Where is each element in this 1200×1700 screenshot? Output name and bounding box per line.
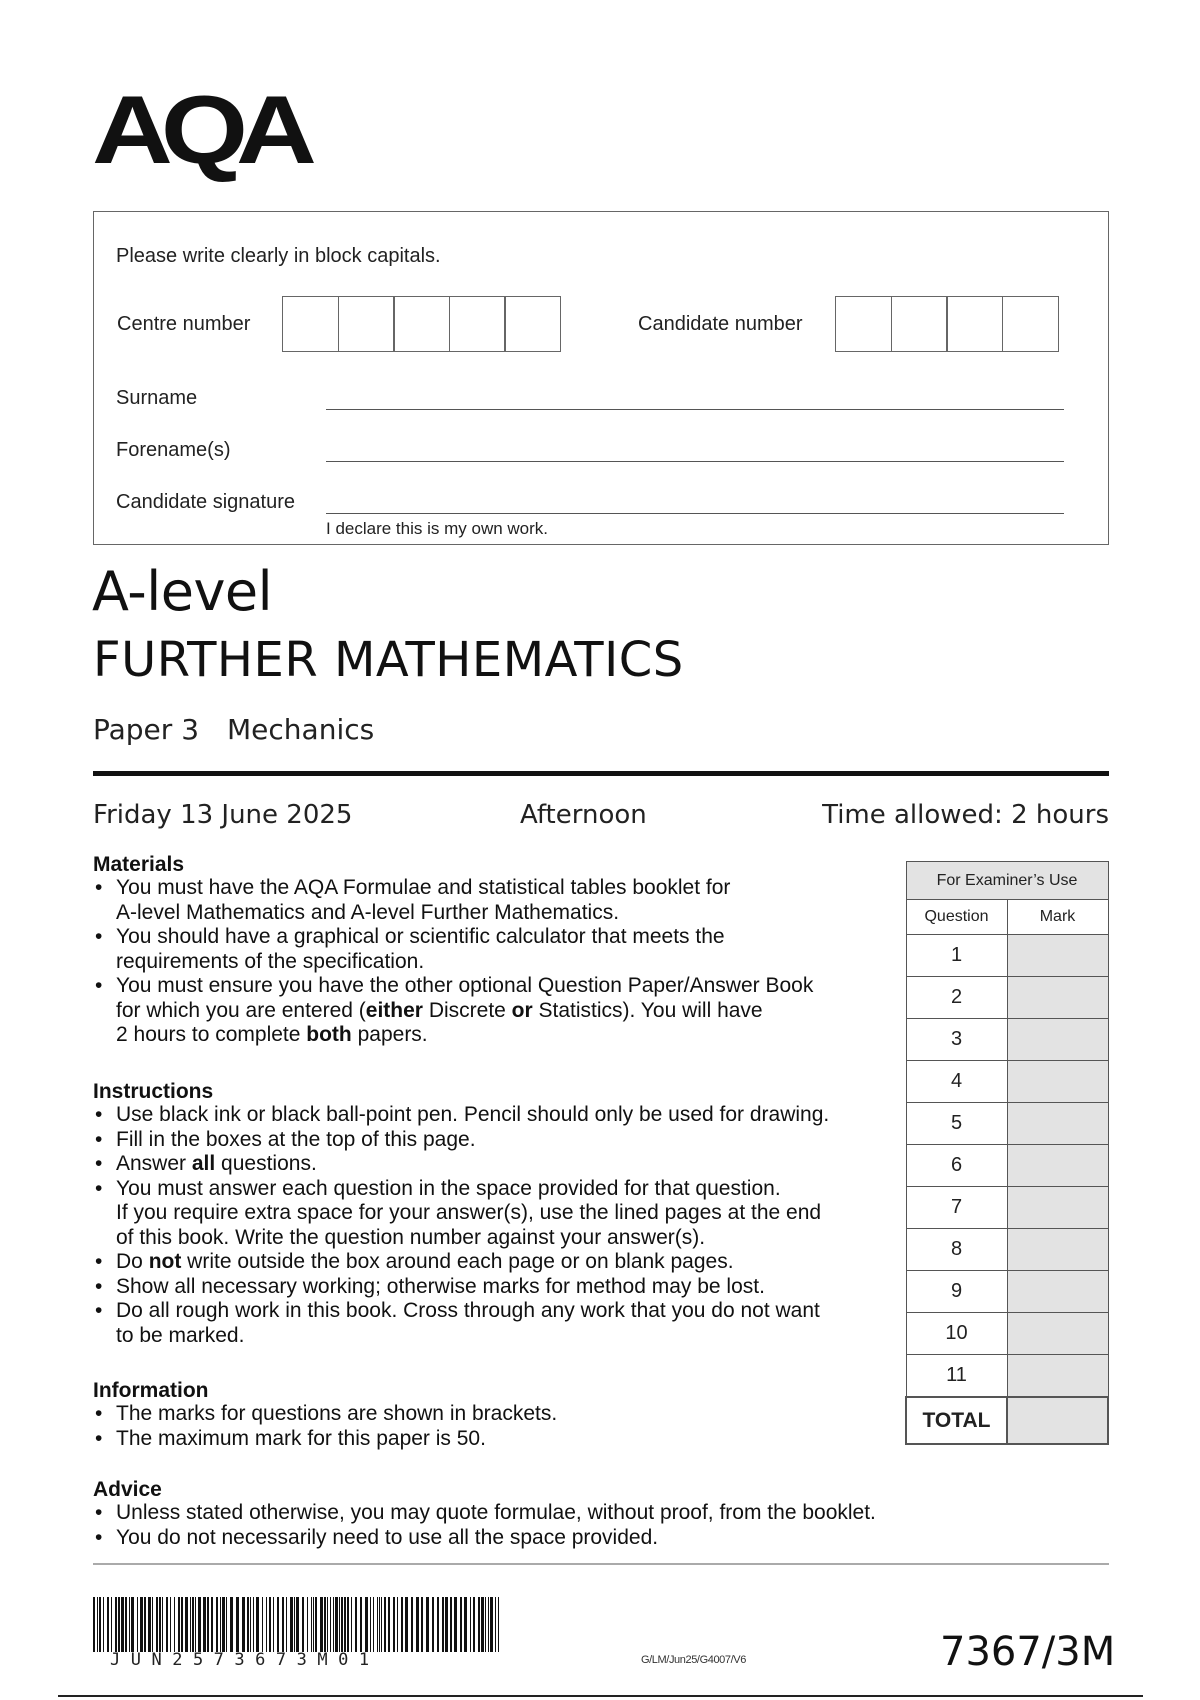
examiner-table-row xyxy=(906,1313,1108,1355)
barcode-bar xyxy=(384,1597,386,1652)
barcode-bar xyxy=(426,1597,429,1652)
barcode-bar xyxy=(478,1597,480,1652)
barcode-bar xyxy=(473,1597,475,1652)
mark-cell xyxy=(1007,977,1108,1019)
barcode-bar xyxy=(253,1597,254,1652)
barcode-bar xyxy=(421,1597,423,1652)
barcode-bar xyxy=(290,1597,293,1652)
barcode-bar xyxy=(464,1597,467,1652)
barcode-bar xyxy=(335,1597,338,1652)
barcode-bar xyxy=(416,1597,419,1652)
candidate-number-digit[interactable] xyxy=(891,296,948,352)
question-number-cell: 6 xyxy=(906,1145,1007,1187)
centre-number-digit[interactable] xyxy=(504,296,561,352)
paper-title xyxy=(93,713,374,746)
barcode-bar xyxy=(269,1597,271,1652)
barcode-bar xyxy=(247,1597,249,1652)
barcode-bar xyxy=(242,1597,245,1652)
question-column-header: Question xyxy=(906,900,1007,935)
advice-heading: Advice xyxy=(93,1478,162,1501)
time-allowed: Time allowed: 2 hours xyxy=(822,800,1109,830)
barcode-bar xyxy=(454,1597,457,1652)
barcode-bar xyxy=(401,1597,403,1652)
barcode-bar xyxy=(121,1597,124,1652)
exam-date: Friday 13 June 2025 xyxy=(93,800,353,830)
barcode-bar xyxy=(347,1597,349,1652)
barcode-bar xyxy=(118,1597,120,1652)
barcode-bar xyxy=(273,1597,274,1652)
barcode-bar xyxy=(442,1597,444,1652)
barcode-bar xyxy=(437,1597,439,1652)
barcode-bar xyxy=(185,1597,188,1652)
list-item: • You must answer each question in the space provided for that question. If you require extra space for your answer(s), use the lined pages at the end of this book. Write the question number against your answer(s). xyxy=(93,1177,829,1251)
list-item: • Show all necessary working; otherwise marks for method may be lost. xyxy=(93,1275,829,1300)
forename-label: Forename(s) xyxy=(116,439,231,461)
list-item: • Do not write outside the box around each page or on blank pages. xyxy=(93,1250,829,1275)
question-number-cell: 4 xyxy=(906,1061,1007,1103)
barcode-bar xyxy=(111,1597,112,1652)
barcode-bar xyxy=(313,1597,314,1652)
mark-cell xyxy=(1007,1145,1108,1187)
barcode-bar xyxy=(286,1597,287,1652)
list-item: • You must ensure you have the other optional Question Paper/Answer Book for which you are entered (either Discrete or Statistics). You will have 2 hours to complete both papers. xyxy=(93,974,813,1048)
barcode-bar xyxy=(152,1597,153,1652)
mark-cell xyxy=(1007,1229,1108,1271)
barcode-bar xyxy=(393,1597,395,1652)
barcode-bar xyxy=(107,1597,109,1652)
barcode-bar xyxy=(277,1597,279,1652)
mark-cell xyxy=(1007,1103,1108,1145)
centre-number-digit[interactable] xyxy=(393,296,450,352)
barcode-bar xyxy=(203,1597,206,1652)
barcode-bar xyxy=(222,1597,225,1652)
barcode-bar xyxy=(381,1597,382,1652)
title-divider xyxy=(93,771,1109,776)
barcode-bar xyxy=(339,1597,340,1652)
instructions-list xyxy=(93,1103,829,1348)
barcode-bar xyxy=(174,1597,175,1652)
barcode-bar xyxy=(333,1597,334,1652)
barcode-bar xyxy=(296,1597,299,1652)
list-item: • You do not necessarily need to use all the space provided. xyxy=(93,1526,876,1551)
question-number-cell: 3 xyxy=(906,1019,1007,1061)
mark-cell xyxy=(1007,1271,1108,1313)
barcode-bar xyxy=(294,1597,295,1652)
examiner-table-row xyxy=(906,935,1108,977)
examiner-table-row xyxy=(906,1061,1108,1103)
barcode-bar xyxy=(311,1597,312,1652)
barcode-bar xyxy=(99,1597,101,1652)
document-reference: G/LM/Jun25/G4007/V6 xyxy=(641,1654,746,1666)
list-item: • The marks for questions are shown in brackets. xyxy=(93,1402,557,1427)
signature-field[interactable] xyxy=(326,513,1064,514)
barcode-bar xyxy=(178,1597,180,1652)
list-item: • You should have a graphical or scientific calculator that meets the requirements of the specification. xyxy=(93,925,813,974)
declaration-text: I declare this is my own work. xyxy=(326,519,549,538)
barcode-bar xyxy=(365,1597,368,1652)
barcode-bar xyxy=(166,1597,168,1652)
advice-list xyxy=(93,1501,876,1550)
forename-field[interactable] xyxy=(326,461,1064,462)
barcode-bar xyxy=(405,1597,408,1652)
list-item: • You must have the AQA Formulae and statistical tables booklet for A-level Mathematics and A-level Further Mathematics. xyxy=(93,876,813,925)
examiner-table-row xyxy=(906,1019,1108,1061)
question-number-cell: 5 xyxy=(906,1103,1007,1145)
barcode-bar xyxy=(315,1597,317,1652)
mark-cell xyxy=(1007,1019,1108,1061)
question-number-cell: 9 xyxy=(906,1271,1007,1313)
barcode-bar xyxy=(262,1597,263,1652)
barcode-bar xyxy=(125,1597,127,1652)
barcode-bar xyxy=(355,1597,357,1652)
question-number-cell: 8 xyxy=(906,1229,1007,1271)
page-bottom-rule xyxy=(58,1695,1143,1697)
barcode-bar xyxy=(266,1597,267,1652)
surname-label: Surname xyxy=(116,387,198,409)
mark-cell xyxy=(1007,935,1108,977)
barcode-bar xyxy=(198,1597,201,1652)
barcode-bar xyxy=(470,1597,471,1652)
barcode-bar xyxy=(162,1597,163,1652)
mark-column-header: Mark xyxy=(1007,900,1108,935)
barcode-image xyxy=(93,1597,503,1652)
barcode-bar xyxy=(192,1597,194,1652)
mark-cell xyxy=(1007,1313,1108,1355)
barcode-bar xyxy=(230,1597,233,1652)
barcode-bar xyxy=(344,1597,346,1652)
surname-field[interactable] xyxy=(326,409,1064,410)
barcode-bar xyxy=(370,1597,371,1652)
barcode-bar xyxy=(156,1597,158,1652)
list-item: • Unless stated otherwise, you may quote formulae, without proof, from the booklet. xyxy=(93,1501,876,1526)
barcode-bar xyxy=(460,1597,462,1652)
question-number-cell: 11 xyxy=(906,1355,1007,1398)
barcode-bar xyxy=(97,1597,98,1652)
barcode-bar xyxy=(341,1597,343,1652)
barcode-bar xyxy=(115,1597,117,1652)
total-label: TOTAL xyxy=(906,1397,1007,1444)
barcode-bar xyxy=(320,1597,323,1652)
barcode-bar xyxy=(490,1597,493,1652)
barcode-bar xyxy=(495,1597,496,1652)
barcode-bar xyxy=(144,1597,146,1652)
barcode-bar xyxy=(190,1597,191,1652)
barcode-bar xyxy=(211,1597,213,1652)
centre-number-label: Centre number xyxy=(117,313,251,335)
barcode-bar xyxy=(129,1597,130,1652)
barcode-bar xyxy=(216,1597,218,1652)
examiner-table-row xyxy=(906,1187,1108,1229)
list-item: • Fill in the boxes at the top of this page. xyxy=(93,1128,829,1153)
list-item: • Answer all questions. xyxy=(93,1152,829,1177)
total-row xyxy=(906,1397,1108,1444)
barcode-bar xyxy=(170,1597,171,1652)
barcode-bar xyxy=(307,1597,308,1652)
paper-number: Paper 3 xyxy=(93,713,200,746)
barcode-bar xyxy=(93,1597,95,1652)
subject-title: FURTHER MATHEMATICS xyxy=(93,632,684,688)
barcode-bar xyxy=(397,1597,398,1652)
aqa-logo: AQA xyxy=(92,75,305,184)
candidate-number-label: Candidate number xyxy=(638,313,803,335)
barcode-bar xyxy=(379,1597,380,1652)
examiner-table-row xyxy=(906,1355,1108,1398)
barcode-bar xyxy=(195,1597,196,1652)
examiner-table-row xyxy=(906,1103,1108,1145)
barcode-bar xyxy=(360,1597,362,1652)
barcode-bar xyxy=(207,1597,209,1652)
materials-list xyxy=(93,876,813,1048)
question-number-cell: 7 xyxy=(906,1187,1007,1229)
barcode-bar xyxy=(159,1597,161,1652)
barcode-number: JUN2573673M01 xyxy=(110,1650,380,1670)
instructions-heading: Instructions xyxy=(93,1080,214,1103)
barcode-bar xyxy=(411,1597,413,1652)
examiner-use-table xyxy=(905,861,1109,1445)
barcode-bar xyxy=(485,1597,486,1652)
barcode-bar xyxy=(351,1597,352,1652)
mark-cell xyxy=(1007,1187,1108,1229)
barcode-bar xyxy=(324,1597,326,1652)
candidate-number-digit[interactable] xyxy=(835,296,892,352)
barcode-bar xyxy=(388,1597,390,1652)
qualification-level: A-level xyxy=(92,560,273,623)
barcode-bar xyxy=(103,1597,104,1652)
barcode-bar xyxy=(327,1597,328,1652)
exam-session: Afternoon xyxy=(520,800,647,830)
list-item: • Do all rough work in this book. Cross through any work that you do not want to be marked. xyxy=(93,1299,829,1348)
total-mark-cell xyxy=(1007,1397,1108,1444)
information-list xyxy=(93,1402,557,1451)
barcode-bar xyxy=(250,1597,251,1652)
barcode-bar xyxy=(302,1597,304,1652)
examiner-table-row xyxy=(906,1145,1108,1187)
barcode-bar xyxy=(488,1597,489,1652)
paper-topic: Mechanics xyxy=(227,713,375,746)
barcode-bar xyxy=(481,1597,484,1652)
block-capitals-instruction: Please write clearly in block capitals. xyxy=(116,245,441,267)
barcode-bar xyxy=(148,1597,151,1652)
list-item: • The maximum mark for this paper is 50. xyxy=(93,1427,557,1452)
barcode-bar xyxy=(256,1597,259,1652)
barcode-bar xyxy=(330,1597,331,1652)
examiner-table-row xyxy=(906,1271,1108,1313)
question-number-cell: 10 xyxy=(906,1313,1007,1355)
barcode-bar xyxy=(137,1597,138,1652)
barcode-bar xyxy=(282,1597,284,1652)
list-item: • Use black ink or black ball-point pen. Pencil should only be used for drawing. xyxy=(93,1103,829,1128)
centre-number-digit[interactable] xyxy=(338,296,395,352)
barcode-bar xyxy=(373,1597,374,1652)
candidate-number-digit[interactable] xyxy=(946,296,1003,352)
barcode-bar xyxy=(181,1597,183,1652)
signature-label: Candidate signature xyxy=(116,491,296,513)
barcode-bar xyxy=(498,1597,499,1652)
centre-number-field[interactable] xyxy=(282,296,561,352)
paper-code: 7367/3M xyxy=(940,1629,1116,1675)
barcode-bar xyxy=(450,1597,452,1652)
barcode-bar xyxy=(131,1597,134,1652)
examiner-table-row xyxy=(906,1229,1108,1271)
examiner-table-heading: For Examiner’s Use xyxy=(906,862,1108,900)
candidate-details-box xyxy=(93,211,1109,545)
mark-cell xyxy=(1007,1061,1108,1103)
information-heading: Information xyxy=(93,1379,209,1402)
examiner-table-row xyxy=(906,977,1108,1019)
footer-divider xyxy=(93,1563,1109,1565)
barcode-bar xyxy=(226,1597,227,1652)
candidate-number-digit[interactable] xyxy=(1002,296,1059,352)
centre-number-digit[interactable] xyxy=(449,296,506,352)
barcode-bar xyxy=(220,1597,221,1652)
question-number-cell: 2 xyxy=(906,977,1007,1019)
candidate-number-field[interactable] xyxy=(835,296,1059,352)
barcode-bar xyxy=(432,1597,434,1652)
centre-number-digit[interactable] xyxy=(282,296,339,352)
barcode-bar xyxy=(140,1597,143,1652)
barcode-bar xyxy=(236,1597,239,1652)
mark-cell xyxy=(1007,1355,1108,1398)
materials-heading: Materials xyxy=(93,853,185,876)
barcode-bar xyxy=(445,1597,448,1652)
barcode-bar xyxy=(377,1597,378,1652)
question-number-cell: 1 xyxy=(906,935,1007,977)
